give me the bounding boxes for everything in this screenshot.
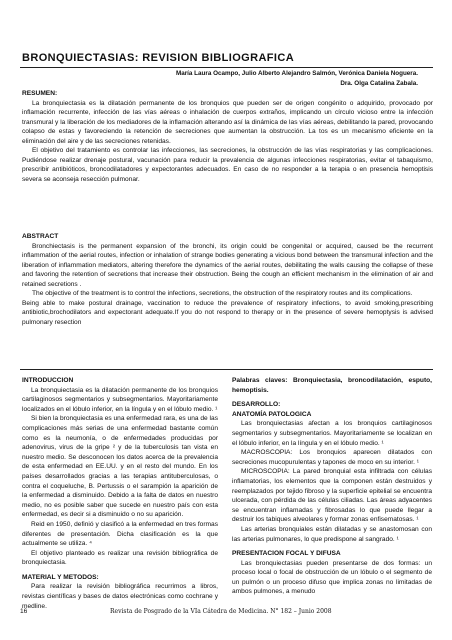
resumen-heading: RESUMEN: <box>22 90 58 97</box>
intro-paragraph-4: El objetivo planteado es realizar una revisión bibliográfica de bronquiectasia. <box>22 549 218 567</box>
intro-heading: INTRODUCCION <box>22 377 74 384</box>
keywords <box>232 376 432 395</box>
intro-paragraph-2: Si bien la bronquiectasia es una enfermedad rara, es una de las complicaciones más serias de una enfermedad bastante común como es la neumonía, o de enfermedades producidas por adenovirus, virus de la gripe ² y de la tuberculosis tan vista en nuestro medio. Se desconocen los datos acerca de la prevalencia de esta enfermedad en EE.UU. y en el resto del mundo. En los países desarrollados gracias a las terapias antituberculosas, o contra el coqueluche, B. Pertussis o el sarampión la aparición de la enfermedad a disminuido. Debido a la falta de datos en nuestro medio, no es posible saber que sucede en nuestro país con esta enfermedad, es decir si a disminuido o no su aparición. <box>22 415 218 519</box>
desarrollo-heading: DESARROLLO: <box>232 401 281 409</box>
resumen-section <box>22 89 433 185</box>
material-heading: MATERIAL Y METODOS: <box>22 573 99 581</box>
right-column <box>232 376 432 597</box>
anatomia-paragraph-2: MACROSCOPIA: Los bronquios aparecen dilatados con secreciones mucopurulentas y tapones de moco en su interior. ¹ <box>232 449 432 466</box>
resumen-paragraph-1: La bronquiectasia es la dilatación permanente de los bronquios que pueden ser de origen congénito o adquirido, provocado por inflamación recurrente, infección de las vías aéreas o inhalación de cuerpos extraños, implicando un círculo vicioso entre la infección transmural y la liberación de los mediadores de la inflamación alterando así la dinámica de las vías aéreas, debilitando la pared, provocando colapso de estas y favoreciendo la retención de secreciones que aumentan la obstrucción. La tos es un mecanismo eficiente en la eliminación del aire y de las secreciones retenidas. <box>22 99 433 145</box>
authors <box>38 69 418 88</box>
article-title: BRONQUIECTASIAS: REVISION BIBLIOGRAFICA <box>22 52 295 64</box>
title-rule <box>20 67 433 68</box>
abstract-heading: ABSTRACT <box>22 233 59 240</box>
intro-paragraph-3: Reid en 1950, definió y clasificó a la enfermedad en tres formas diferentes de presentación. Dicha clasificación es la que actualmente se utiliza. ⁴ <box>22 520 218 548</box>
anatomia-paragraph-3: MICROSCOPIA: La pared bronquial esta infiltrada con células inflamatorias, los elementos que la componen están destruidos y reemplazados por tejido fibroso y la superficie epitelial se encuentra ulcerada, con pérdida de las células ciliadas. Las áreas adyacentes se encuentran inflamadas y fibrosadas lo que puede llegar a destruir los tabiques alveolares y formar zonas enfisematosas. ¹ <box>232 468 432 524</box>
page-number: 16 <box>20 608 28 615</box>
left-column <box>22 376 218 611</box>
authors-line-2: Dra. Olga Catalina Zabala. <box>340 79 418 87</box>
anatomia-paragraph-4: Las arterias bronquiales están dilatadas y se anastomosan con las arterias pulmonares, lo que predispone al sangrado. ¹ <box>232 525 432 543</box>
journal-footer: Revista de Posgrado de la VIa Cátedra de Medicina. N° 182 – Junio 2008 <box>110 608 332 615</box>
resumen-paragraph-2: El objetivo del tratamiento es controlar las infecciones, las secreciones, la obstrucción de las vías respiratorias y las complicaciones. Pudiéndose realizar drenaje postural, vacunación para reducir la prevalencia de algunas infecciones respiratorias, evitar el tabaquismo, prescribir antibióticos, broncodilatadores y expectorantes adecuados. En caso de no responder a la terapia o en presencia hemoptisis severa se aconseja resección pulmonar. <box>22 147 433 183</box>
abstract-paragraph-1: Bronchiectasis is the permanent expansion of the bronchi, its origin could be congenital or acquired, caused be the recurrent inflammation of the aerial routes, infection or inhalation of strange bodies generating a vicious bond between the transmural infection and the liberation of inflammation mediators, altering therefore the dynamics of the aerial routes, debilitating the walls causing the collapse of these and favoring the retention of secretions that increase their obstruction. Being the cough an efficient mechanism in the elimination of air and retained secretions . <box>22 242 433 288</box>
anatomia-heading: ANATOMÍA PATOLOGICA <box>232 410 312 418</box>
presentacion-paragraph-1: Las bronquiectasias pueden presentarse de dos formas: un proceso local o focal de obstrucción de un lóbulo o el segmento de un pulmón o un proceso difuso que implica zonas no limitadas de ambos pulmones, a menudo <box>232 559 432 596</box>
abstract-paragraph-2: The objective of the treatment is to control the infections, secretions, the obstruction of the respiratory routes and its complications. <box>32 290 413 298</box>
material-paragraph-1: Para realizar la revisión bibliográfica recurrimos a libros, revistas científicas y bases de datos electrónicas como cochrane y medline. <box>22 583 218 610</box>
authors-line-1: María Laura Ocampo, Julio Alberto Alejandro Salmón, Verónica Daniela Noguera. <box>175 70 418 77</box>
keywords-text: Palabras claves: Bronquiectasia, broncodilatación, esputo, hemoptisis. <box>232 377 432 394</box>
abstract-rule <box>20 369 433 370</box>
intro-paragraph-1: La bronquiectasia es la dilatación permanente de los bronquios cartilaginosos segmentarios y subsegmentarios. Mayoritariamente localizados en el lóbulo inferior, en la língula y en el lóbulo medio. ¹ <box>22 386 218 413</box>
abstract-section <box>22 232 433 328</box>
abstract-paragraph-3: Being able to make postural drainage, vaccination to reduce the prevalence of respiratory infections, to avoid smoking,prescribing antibiotic,brochodilators and expectorant adequate.If you do not respond to therapy or in the presence of severe hemoptysis is advised pulmonary resection <box>22 299 433 326</box>
presentacion-heading: PRESENTACION FOCAL Y DIFUSA <box>232 550 341 558</box>
anatomia-paragraph-1: Las bronquiectasias afectan a los bronquios cartilaginosos segmentarios y subsegmentarios. Mayoritariamente se localizan en el lóbulo inferior, en la língula y en el lóbulo medio. ¹ <box>232 420 432 447</box>
